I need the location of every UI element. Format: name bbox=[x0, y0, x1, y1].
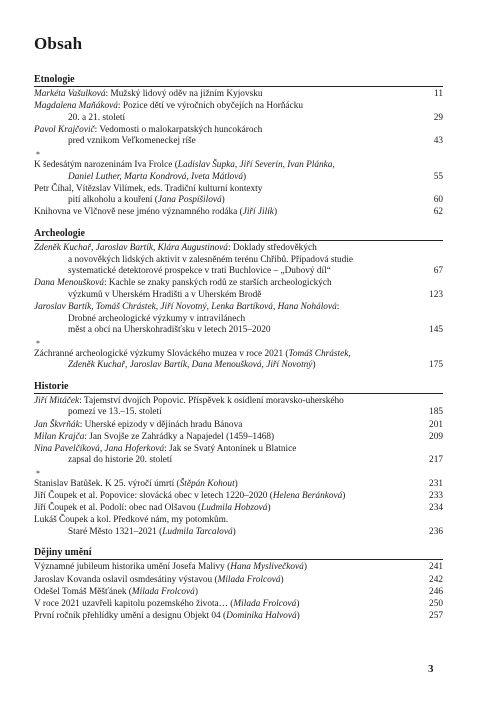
section-dejiny-umeni bbox=[34, 547, 443, 622]
toc-entry: Záchranné archeologické výzkumy Slováckého muzea v roce 2021 (Tomáš Chrástek, Zdeněk Kuchař, Jaroslav Bartík, Dana Menoušková, Jiří Novotný) 175 bbox=[34, 348, 443, 371]
table-of-contents bbox=[34, 34, 443, 631]
page-ref: 246 bbox=[429, 586, 443, 597]
page-ref: 175 bbox=[429, 360, 443, 371]
toc-entry: Významné jubileum historika umění Josefa Malivy (Hana Myslivečková) 241 bbox=[34, 562, 443, 573]
toc-entry: Jaroslav Kovanda oslavil osmdesátiny výstavou (Milada Frolcová) 242 bbox=[34, 574, 443, 585]
page-ref: 43 bbox=[433, 136, 443, 147]
toc-entry: Jan Škvrňák: Uherské epizody v dějinách hradu Bánova 201 bbox=[34, 419, 443, 430]
page-ref: 231 bbox=[429, 478, 443, 489]
page-ref: 236 bbox=[429, 526, 443, 537]
toc-entry: Markéta Vašulková: Mužský lidový oděv na jižním Kyjovsku 11 bbox=[34, 89, 443, 99]
toc-entry: Dana Menoušková: Kachle se znaky panských rodů ze starších archeologických výzkumů v Uherském Hradišti a v Uherském Brodě 123 bbox=[34, 278, 443, 300]
toc-entry: Odešel Tomáš Měšťánek (Milada Frolcová) 246 bbox=[34, 586, 443, 597]
separator-star: * bbox=[36, 468, 40, 478]
page-ref: 123 bbox=[429, 289, 443, 300]
toc-entry: Stanislav Batůšek. K 25. výročí úmrtí (Štěpán Kohout) 231 bbox=[34, 478, 443, 489]
section-historie bbox=[34, 381, 443, 539]
toc-entry: Milan Krajča: Jan Svojše ze Zahrádky a Napajedel (1459–1468) 209 bbox=[34, 431, 443, 442]
page-ref: 60 bbox=[433, 195, 443, 206]
toc-entry: Pavol Krajčovič: Vedomosti o malokarpatských huncokároch pred vznikom Veľkomeneckej ríše 43 bbox=[34, 124, 443, 147]
page-ref: 55 bbox=[433, 171, 443, 182]
page-ref: 29 bbox=[433, 112, 443, 123]
toc-entry: K šedesátým narozeninám Iva Frolce (Ladislav Šupka, Jiří Severin, Ivan Plánka, Daniel Luther, Marta Kondrová, Iveta Mátlová) 55 bbox=[34, 159, 443, 182]
page-ref: 233 bbox=[429, 491, 443, 502]
page-title: Obsah bbox=[34, 34, 83, 53]
toc-entry: Zdeněk Kuchař, Jaroslav Bartík, Klára Augustinová: Doklady středověkých a novověkých lidských aktivit v zalesněném terénu Chřibů. Případová studie systematické detektorové prospekce v trati Buchlovice – „Dubový díl“ 67 bbox=[34, 242, 443, 277]
page-ref: 250 bbox=[429, 598, 443, 609]
section-heading: Historie bbox=[34, 381, 443, 394]
page-ref: 62 bbox=[433, 207, 443, 218]
section-heading: Archeologie bbox=[34, 228, 443, 241]
page-ref: 145 bbox=[429, 325, 443, 336]
page-ref: 241 bbox=[429, 562, 443, 573]
toc-entry: Magdalena Maňáková: Pozice dětí ve výročních obyčejích na Horňácku 20. a 21. století 29 bbox=[34, 101, 443, 123]
page-ref: 209 bbox=[429, 431, 443, 442]
toc-entry: Knihovna ve Vlčnově nese jméno významného rodáka (Jiří Jilík) 62 bbox=[34, 207, 443, 218]
page-ref: 257 bbox=[429, 610, 443, 621]
section-archeologie bbox=[34, 228, 443, 372]
toc-entry: Nina Pavelčíková, Jana Hoferková: Jak se Svatý Antonínek u Blatnice zapsal do historie 20. století 217 bbox=[34, 443, 443, 466]
page-ref: 217 bbox=[429, 455, 443, 466]
toc-entry: První ročník přehlídky umění a designu Objekt 04 (Dominika Halvová) 257 bbox=[34, 610, 443, 621]
page-ref: 185 bbox=[429, 407, 443, 418]
page-ref: 234 bbox=[429, 503, 443, 514]
toc-entry: V roce 2021 uzavřeli kapitolu pozemského života… (Milada Frolcová) 250 bbox=[34, 598, 443, 609]
toc-entry: Lukáš Čoupek a kol. Předkové nám, my potomkům. Staré Město 1321–2021 (Ludmila Tarcalová) 236 bbox=[34, 515, 443, 537]
page-ref: 67 bbox=[433, 266, 443, 277]
page-ref: 201 bbox=[429, 419, 443, 430]
separator-star: * bbox=[36, 149, 40, 159]
section-heading: Etnologie bbox=[34, 74, 443, 87]
section-etnologie bbox=[34, 74, 443, 219]
page-number: 3 bbox=[428, 663, 434, 675]
toc-entry: Jiří Čoupek et al. Podolí: obec nad Olšavou (Ludmila Hobzová) 234 bbox=[34, 503, 443, 514]
toc-entry: Jiří Čoupek et al. Popovice: slovácká obec v letech 1220–2020 (Helena Beránková) 233 bbox=[34, 491, 443, 502]
toc-entry: Jiří Mitáček: Tajemství dvojích Popovic. Příspěvek k osídlení moravsko-uherského pomezí ve 13.–15. století 185 bbox=[34, 395, 443, 418]
toc-entry: Jaroslav Bartík, Tomáš Chrástek, Jiří Novotný, Lenka Bartíková, Hana Nohálová: Drobné archeologické výzkumy v intravilánech měst a obcí na Uherskohradišťsku v letech 2015–2020 145 bbox=[34, 301, 443, 336]
page-ref: 11 bbox=[434, 89, 443, 99]
separator-star: * bbox=[36, 338, 40, 348]
toc-entry: Petr Číhal, Vítězslav Vilímek, eds. Tradiční kulturní kontexty pití alkoholu a kouření (Jana Pospíšilová) 60 bbox=[34, 183, 443, 206]
page-ref: 242 bbox=[429, 574, 443, 585]
section-heading: Dějiny umění bbox=[34, 547, 443, 560]
